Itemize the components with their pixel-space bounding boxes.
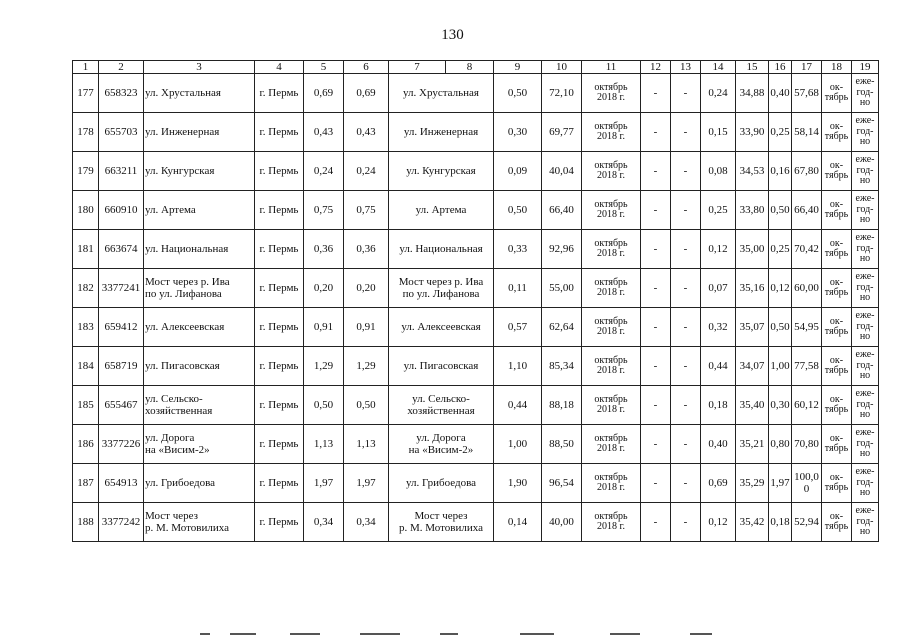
value-cell: 35,00 [736,230,769,269]
row-number: 187 [73,464,99,503]
dash-cell: - [641,74,671,113]
column-number-header: 10 [542,61,582,74]
row-number: 181 [73,230,99,269]
month-cell: ок- тябрь [822,113,852,152]
value-cell: 72,10 [542,74,582,113]
length-value: 0,43 [344,113,389,152]
frequency-cell: еже- год- но [852,269,879,308]
city: г. Пермь [255,308,304,347]
city: г. Пермь [255,152,304,191]
table-row [73,74,879,113]
value-cell: 34,07 [736,347,769,386]
value-cell: 0,40 [701,425,736,464]
value-cell: 0,18 [701,386,736,425]
table-row [73,347,879,386]
section-name: ул. Пигасовская [389,347,494,386]
column-number-header: 3 [144,61,255,74]
value-cell: 40,04 [542,152,582,191]
value-cell: 0,12 [769,269,792,308]
value-cell: 69,77 [542,113,582,152]
length-value: 0,50 [304,386,344,425]
frequency-cell: еже- год- но [852,152,879,191]
section-name: ул. Сельско- хозяйственная [389,386,494,425]
city: г. Пермь [255,113,304,152]
table-row [73,425,879,464]
date-cell: октябрь 2018 г. [582,347,641,386]
value-cell: 35,07 [736,308,769,347]
length-value: 0,43 [304,113,344,152]
section-name: ул. Алексеевская [389,308,494,347]
value-cell: 66,40 [792,191,822,230]
month-cell: ок- тябрь [822,464,852,503]
street-name: ул. Хрустальная [144,74,255,113]
value-cell: 52,94 [792,503,822,542]
value-cell: 0,44 [701,347,736,386]
dash-cell: - [671,386,701,425]
value-cell: 1,00 [494,425,542,464]
date-cell: октябрь 2018 г. [582,113,641,152]
value-cell: 54,95 [792,308,822,347]
value-cell: 0,50 [494,74,542,113]
month-cell: ок- тябрь [822,386,852,425]
value-cell: 77,58 [792,347,822,386]
month-cell: ок- тябрь [822,230,852,269]
value-cell: 100,0 0 [792,464,822,503]
dash-cell: - [641,113,671,152]
table-row [73,230,879,269]
value-cell: 88,18 [542,386,582,425]
table-row [73,269,879,308]
row-number: 177 [73,74,99,113]
table-row [73,386,879,425]
section-name: ул. Хрустальная [389,74,494,113]
section-name: ул. Национальная [389,230,494,269]
frequency-cell: еже- год- но [852,74,879,113]
length-value: 0,24 [344,152,389,191]
dash-cell: - [671,113,701,152]
length-value: 0,36 [344,230,389,269]
dash-cell: - [671,74,701,113]
road-id: 663674 [99,230,144,269]
row-number: 183 [73,308,99,347]
value-cell: 62,64 [542,308,582,347]
value-cell: 35,42 [736,503,769,542]
month-cell: ок- тябрь [822,503,852,542]
frequency-cell: еже- год- но [852,113,879,152]
table-row [73,464,879,503]
length-value: 0,34 [304,503,344,542]
dash-cell: - [671,347,701,386]
city: г. Пермь [255,386,304,425]
street-name: ул. Алексеевская [144,308,255,347]
frequency-cell: еже- год- но [852,347,879,386]
value-cell: 0,80 [769,425,792,464]
frequency-cell: еже- год- но [852,503,879,542]
date-cell: октябрь 2018 г. [582,386,641,425]
city: г. Пермь [255,503,304,542]
page-number: 130 [441,27,464,43]
value-cell: 0,30 [494,113,542,152]
value-cell: 0,44 [494,386,542,425]
city: г. Пермь [255,464,304,503]
dash-cell: - [641,464,671,503]
length-value: 1,97 [344,464,389,503]
value-cell: 34,53 [736,152,769,191]
value-cell: 0,07 [701,269,736,308]
value-cell: 0,32 [701,308,736,347]
road-id: 659412 [99,308,144,347]
column-number-header: 11 [582,61,641,74]
section-name: ул. Артема [389,191,494,230]
value-cell: 58,14 [792,113,822,152]
table-row [73,191,879,230]
frequency-cell: еже- год- но [852,230,879,269]
row-number: 180 [73,191,99,230]
value-cell: 0,33 [494,230,542,269]
value-cell: 0,40 [769,74,792,113]
dash-cell: - [641,191,671,230]
month-cell: ок- тябрь [822,347,852,386]
street-name: ул. Сельско- хозяйственная [144,386,255,425]
value-cell: 0,50 [769,191,792,230]
date-cell: октябрь 2018 г. [582,308,641,347]
value-cell: 35,21 [736,425,769,464]
length-value: 0,69 [344,74,389,113]
length-value: 0,91 [304,308,344,347]
month-cell: ок- тябрь [822,425,852,464]
row-number: 188 [73,503,99,542]
value-cell: 34,88 [736,74,769,113]
month-cell: ок- тябрь [822,74,852,113]
value-cell: 0,16 [769,152,792,191]
length-value: 1,29 [344,347,389,386]
date-cell: октябрь 2018 г. [582,230,641,269]
dash-cell: - [641,152,671,191]
road-register-table [72,60,879,542]
city: г. Пермь [255,191,304,230]
value-cell: 0,11 [494,269,542,308]
city: г. Пермь [255,425,304,464]
road-id: 658719 [99,347,144,386]
value-cell: 35,16 [736,269,769,308]
section-name: ул. Дорога на «Висим-2» [389,425,494,464]
length-value: 1,29 [304,347,344,386]
month-cell: ок- тябрь [822,152,852,191]
length-value: 0,75 [344,191,389,230]
length-value: 0,34 [344,503,389,542]
length-value: 0,20 [304,269,344,308]
value-cell: 33,80 [736,191,769,230]
column-number-header: 8 [446,61,494,74]
date-cell: октябрь 2018 г. [582,74,641,113]
dash-cell: - [641,386,671,425]
value-cell: 0,08 [701,152,736,191]
length-value: 0,91 [344,308,389,347]
value-cell: 0,50 [769,308,792,347]
date-cell: октябрь 2018 г. [582,425,641,464]
month-cell: ок- тябрь [822,191,852,230]
value-cell: 66,40 [542,191,582,230]
dash-cell: - [671,308,701,347]
value-cell: 0,50 [494,191,542,230]
value-cell: 35,40 [736,386,769,425]
value-cell: 0,30 [769,386,792,425]
value-cell: 0,24 [701,74,736,113]
column-number-header: 15 [736,61,769,74]
dash-cell: - [641,230,671,269]
dash-cell: - [671,269,701,308]
value-cell: 1,90 [494,464,542,503]
street-name: ул. Инженерная [144,113,255,152]
date-cell: октябрь 2018 г. [582,152,641,191]
dash-cell: - [641,269,671,308]
section-name: ул. Грибоедова [389,464,494,503]
road-id: 654913 [99,464,144,503]
column-number-header: 6 [344,61,389,74]
road-id: 3377242 [99,503,144,542]
dash-cell: - [671,152,701,191]
frequency-cell: еже- год- но [852,386,879,425]
value-cell: 0,25 [701,191,736,230]
city: г. Пермь [255,74,304,113]
value-cell: 0,09 [494,152,542,191]
date-cell: октябрь 2018 г. [582,503,641,542]
length-value: 1,13 [344,425,389,464]
dash-cell: - [671,191,701,230]
value-cell: 0,12 [701,230,736,269]
dash-cell: - [641,503,671,542]
value-cell: 96,54 [542,464,582,503]
column-number-header: 7 [389,61,446,74]
value-cell: 70,42 [792,230,822,269]
month-cell: ок- тябрь [822,269,852,308]
column-number-header: 12 [641,61,671,74]
dash-cell: - [671,503,701,542]
road-id: 3377241 [99,269,144,308]
frequency-cell: еже- год- но [852,308,879,347]
length-value: 0,50 [344,386,389,425]
value-cell: 0,25 [769,113,792,152]
column-number-header: 13 [671,61,701,74]
frequency-cell: еже- год- но [852,464,879,503]
column-number-header: 9 [494,61,542,74]
street-name: ул. Артема [144,191,255,230]
street-name: ул. Дорога на «Висим-2» [144,425,255,464]
length-value: 1,13 [304,425,344,464]
value-cell: 60,00 [792,269,822,308]
column-number-header: 19 [852,61,879,74]
column-number-header: 18 [822,61,852,74]
street-name: ул. Грибоедова [144,464,255,503]
value-cell: 35,29 [736,464,769,503]
date-cell: октябрь 2018 г. [582,191,641,230]
column-number-header: 1 [73,61,99,74]
row-number: 179 [73,152,99,191]
value-cell: 1,97 [769,464,792,503]
table-row [73,152,879,191]
month-cell: ок- тябрь [822,308,852,347]
value-cell: 60,12 [792,386,822,425]
length-value: 0,20 [344,269,389,308]
dash-cell: - [671,464,701,503]
length-value: 0,24 [304,152,344,191]
value-cell: 70,80 [792,425,822,464]
column-number-row [73,61,879,74]
row-number: 186 [73,425,99,464]
column-number-header: 16 [769,61,792,74]
value-cell: 92,96 [542,230,582,269]
value-cell: 0,25 [769,230,792,269]
value-cell: 33,90 [736,113,769,152]
road-id: 663211 [99,152,144,191]
city: г. Пермь [255,230,304,269]
value-cell: 1,10 [494,347,542,386]
value-cell: 0,57 [494,308,542,347]
value-cell: 0,12 [701,503,736,542]
value-cell: 0,69 [701,464,736,503]
date-cell: октябрь 2018 г. [582,269,641,308]
road-id: 658323 [99,74,144,113]
length-value: 0,36 [304,230,344,269]
street-name: ул. Пигасовская [144,347,255,386]
row-number: 178 [73,113,99,152]
dash-cell: - [641,308,671,347]
value-cell: 67,80 [792,152,822,191]
frequency-cell: еже- год- но [852,191,879,230]
dash-cell: - [641,347,671,386]
frequency-cell: еже- год- но [852,425,879,464]
value-cell: 85,34 [542,347,582,386]
length-value: 0,75 [304,191,344,230]
road-id: 655703 [99,113,144,152]
row-number: 182 [73,269,99,308]
row-number: 184 [73,347,99,386]
column-number-header: 2 [99,61,144,74]
section-name: ул. Кунгурская [389,152,494,191]
column-number-header: 14 [701,61,736,74]
dash-cell: - [641,425,671,464]
length-value: 1,97 [304,464,344,503]
table-row [73,308,879,347]
street-name: Мост через р. Ива по ул. Лифанова [144,269,255,308]
column-number-header: 5 [304,61,344,74]
street-name: ул. Кунгурская [144,152,255,191]
dash-cell: - [671,230,701,269]
value-cell: 57,68 [792,74,822,113]
road-id: 3377226 [99,425,144,464]
row-number: 185 [73,386,99,425]
column-number-header: 17 [792,61,822,74]
section-name: Мост через р. Ива по ул. Лифанова [389,269,494,308]
dash-cell: - [671,425,701,464]
length-value: 0,69 [304,74,344,113]
value-cell: 40,00 [542,503,582,542]
value-cell: 0,18 [769,503,792,542]
road-id: 660910 [99,191,144,230]
table-row [73,113,879,152]
column-number-header: 4 [255,61,304,74]
city: г. Пермь [255,269,304,308]
value-cell: 55,00 [542,269,582,308]
section-name: Мост через р. М. Мотовилиха [389,503,494,542]
table-row [73,503,879,542]
scan-artifact [190,633,730,636]
value-cell: 88,50 [542,425,582,464]
value-cell: 1,00 [769,347,792,386]
section-name: ул. Инженерная [389,113,494,152]
value-cell: 0,14 [494,503,542,542]
street-name: Мост через р. М. Мотовилиха [144,503,255,542]
road-id: 655467 [99,386,144,425]
street-name: ул. Национальная [144,230,255,269]
city: г. Пермь [255,347,304,386]
value-cell: 0,15 [701,113,736,152]
date-cell: октябрь 2018 г. [582,464,641,503]
